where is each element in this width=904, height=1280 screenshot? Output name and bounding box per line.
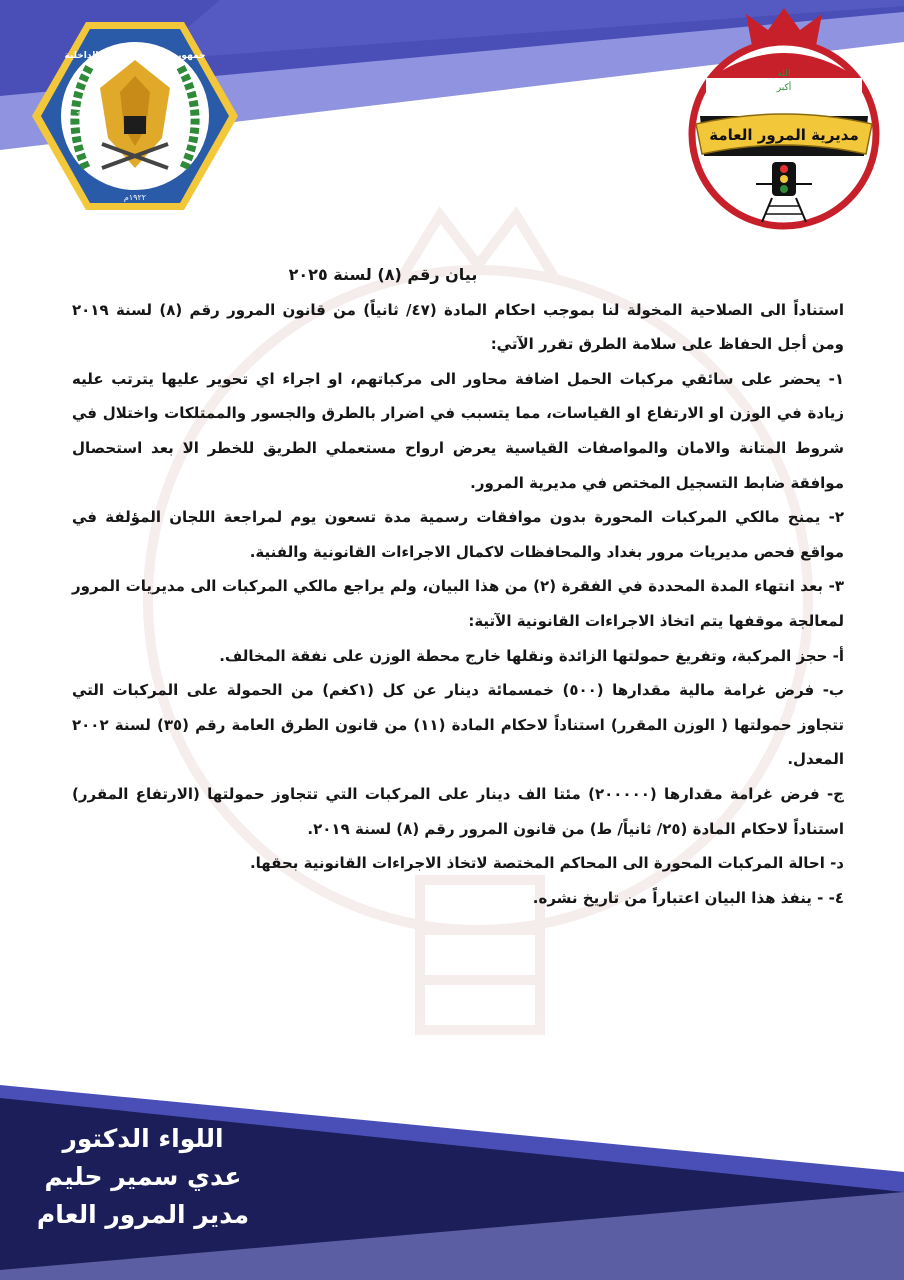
traffic-flag-text-1: الله: [777, 69, 791, 79]
general-traffic-directorate-emblem-icon: [686, 8, 882, 230]
statement-body: [72, 258, 844, 915]
clause-3c-paragraph: ج- فرض غرامة مقدارها (٢٠٠٠٠٠) مئتا الف دينار على المركبات التي تتجاوز حمولتها (الارتفاع المقرر) استناداً لاحكام المادة (٢٥/ ثانياً/ ط) من قانون المرور رقم (٨) لسنة ٢٠١٩.: [72, 784, 844, 838]
signature-position: مدير المرور العام: [36, 1200, 250, 1229]
signature-name: عدي سمير حليم: [44, 1162, 242, 1191]
signature-rank: اللواء الدكتور: [62, 1124, 224, 1153]
clause-4-paragraph: ٤- - ينفذ هذا البيان اعتباراً من تاريخ نشره.: [532, 888, 844, 907]
ministry-of-interior-emblem-icon: [28, 18, 242, 214]
ministry-year-text: ١٩٢٢م: [123, 193, 147, 202]
statement-title: بيان رقم (٨) لسنة ٢٠٢٥: [288, 265, 478, 284]
clause-3-paragraph: ٣- بعد انتهاء المدة المحددة في الفقرة (٢) من هذا البيان، ولم يراجع مالكي المركبات الى مديريات المرور لمعالجة موقفها يتم اتخاذ الاجراءات القانونية الآتية:: [72, 577, 845, 630]
preamble-paragraph: استناداً الى الصلاحية المخولة لنا بموجب احكام المادة (٤٧/ ثانياً) من قانون المرور رقم (٨) لسنة ٢٠١٩ ومن أجل الحفاظ على سلامة الطرق تقرر الآتي:: [72, 300, 844, 354]
clause-3a-paragraph: أ- حجز المركبة، وتفريغ حمولتها الزائدة ونقلها خارج محطة الوزن على نفقة المخالف.: [219, 646, 844, 665]
clause-2-paragraph: ٢- يمنح مالكي المركبات المحورة بدون موافقات رسمية مدة تسعون يوم لمراجعة اللجان المؤلفة في مواقع فحص مديريات مرور بغداد والمحافظات لاكمال الاجراءات القانونية والفنية.: [72, 508, 844, 561]
ministry-arc-text: جمهورية العراق - وزارة الداخلية: [64, 51, 206, 61]
signature-block: [18, 1120, 268, 1234]
clause-1-paragraph: ١- يحضر على سائقي مركبات الحمل اضافة محاور الى مركباتهم، او اجراء اي تحوير عليها يترتب عليه زيادة في الوزن او الارتفاع او القياسات، مما يتسبب في اضرار بالطرق والجسور والممتلكات واختلال في شروط المتانة والامان والمواصفات القياسية يعرض ارواح مستعملي الطريق للخطر الا بعد استحصال موافقة ضابط التسجيل المختص في مديرية المرور.: [72, 369, 844, 492]
clause-3d-paragraph: د- احالة المركبات المحورة الى المحاكم المختصة لاتخاذ الاجراءات القانونية بحقها.: [249, 854, 844, 873]
clause-3b-paragraph: ب- فرض غرامة مالية مقدارها (٥٠٠) خمسمائة دينار عن كل (١كغم) من الحمولة على المركبات التي تتجاوز حمولتها ( الوزن المقرر) استناداً لاحكام المادة (١١) من قانون الطرق العامة رقم (٣٥) لسنة ٢٠٠٢ المعدل.: [72, 681, 845, 769]
ministry-english-text: Ministry of Interior: [74, 110, 101, 165]
traffic-banner-text: مديرية المرور العامة: [709, 126, 859, 144]
traffic-flag-text-2: أكبر: [776, 83, 792, 93]
